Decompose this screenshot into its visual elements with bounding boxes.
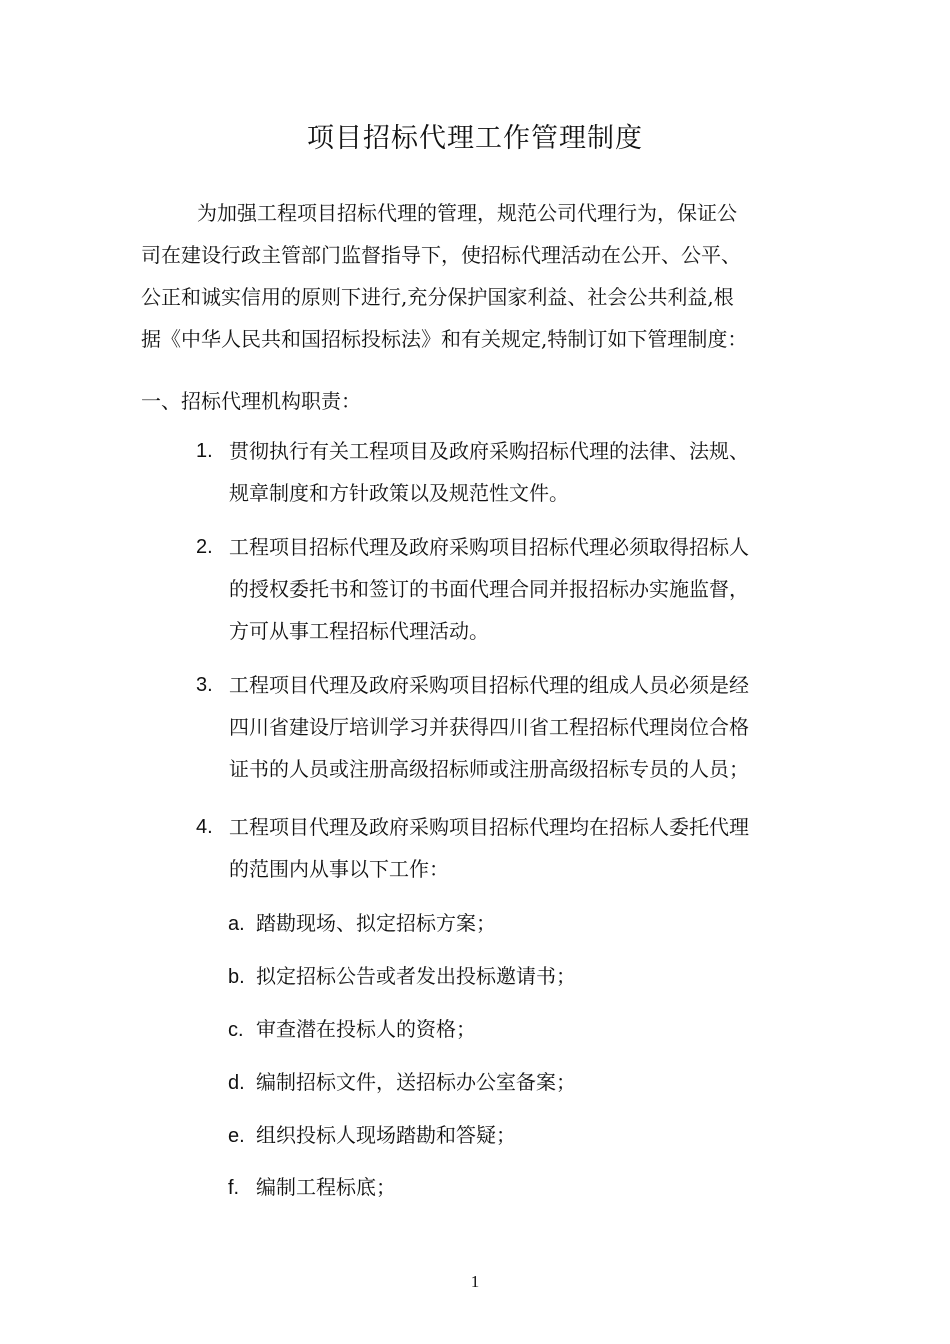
item-line: 规章制度和方针政策以及规范性文件。 <box>229 481 569 505</box>
item-line: 工程项目代理及政府采购项目招标代理均在招标人委托代理 <box>229 815 749 839</box>
item-text <box>229 430 749 514</box>
sub-item-letter: c. <box>228 1019 244 1041</box>
intro-line: 据《中华人民共和国招标投标法》和有关规定,特制订如下管理制度： <box>141 327 748 351</box>
sub-item <box>228 955 576 998</box>
sub-item-letter: b. <box>228 966 245 988</box>
sub-item-text: 编制工程标底； <box>256 1175 396 1199</box>
item-line: 的范围内从事以下工作： <box>229 857 449 881</box>
item-text <box>229 526 749 652</box>
page-number: 1 <box>470 1272 480 1291</box>
item-number: 3. <box>196 674 213 696</box>
sub-item-text: 组织投标人现场踏勘和答疑； <box>256 1123 516 1147</box>
intro-paragraph <box>141 192 811 360</box>
intro-line: 为加强工程项目招标代理的管理，规范公司代理行为，保证公 <box>197 201 737 225</box>
sub-item-letter: d. <box>228 1072 245 1094</box>
sub-item-letter: e. <box>228 1125 245 1147</box>
sub-item-text: 编制招标文件，送招标办公室备案； <box>256 1070 576 1094</box>
section-heading: 一、招标代理机构职责： <box>141 389 361 413</box>
sub-item <box>228 1061 576 1104</box>
sub-item-text: 踏勘现场、拟定招标方案； <box>256 911 496 935</box>
item-text <box>229 664 749 790</box>
sub-item <box>228 1114 516 1157</box>
item-line: 方可从事工程招标代理活动。 <box>229 619 489 643</box>
sub-item <box>228 1166 396 1209</box>
sub-item <box>228 902 496 945</box>
sub-item-text: 审查潜在投标人的资格； <box>256 1017 476 1041</box>
item-number: 1. <box>196 440 213 462</box>
sub-item <box>228 1008 476 1051</box>
item-number: 2. <box>196 536 213 558</box>
item-line: 的授权委托书和签订的书面代理合同并报招标办实施监督， <box>229 577 749 601</box>
sub-item-letter: a. <box>228 913 245 935</box>
item-line: 四川省建设厅培训学习并获得四川省工程招标代理岗位合格 <box>229 715 749 739</box>
sub-item-letter: f. <box>228 1177 240 1199</box>
intro-line: 公正和诚实信用的原则下进行,充分保护国家利益、社会公共利益,根 <box>141 285 734 309</box>
document-title: 项目招标代理工作管理制度 <box>307 123 643 154</box>
intro-line: 司在建设行政主管部门监督指导下，使招标代理活动在公开、公平、 <box>141 243 741 267</box>
sub-item-text: 拟定招标公告或者发出投标邀请书； <box>256 964 576 988</box>
item-line: 工程项目招标代理及政府采购项目招标代理必须取得招标人 <box>229 535 749 559</box>
item-line: 证书的人员或注册高级招标师或注册高级招标专员的人员； <box>229 757 749 781</box>
item-line: 贯彻执行有关工程项目及政府采购招标代理的法律、法规、 <box>229 439 749 463</box>
item-line: 工程项目代理及政府采购项目招标代理的组成人员必须是经 <box>229 673 749 697</box>
item-number: 4. <box>196 816 213 838</box>
item-text <box>229 806 749 890</box>
